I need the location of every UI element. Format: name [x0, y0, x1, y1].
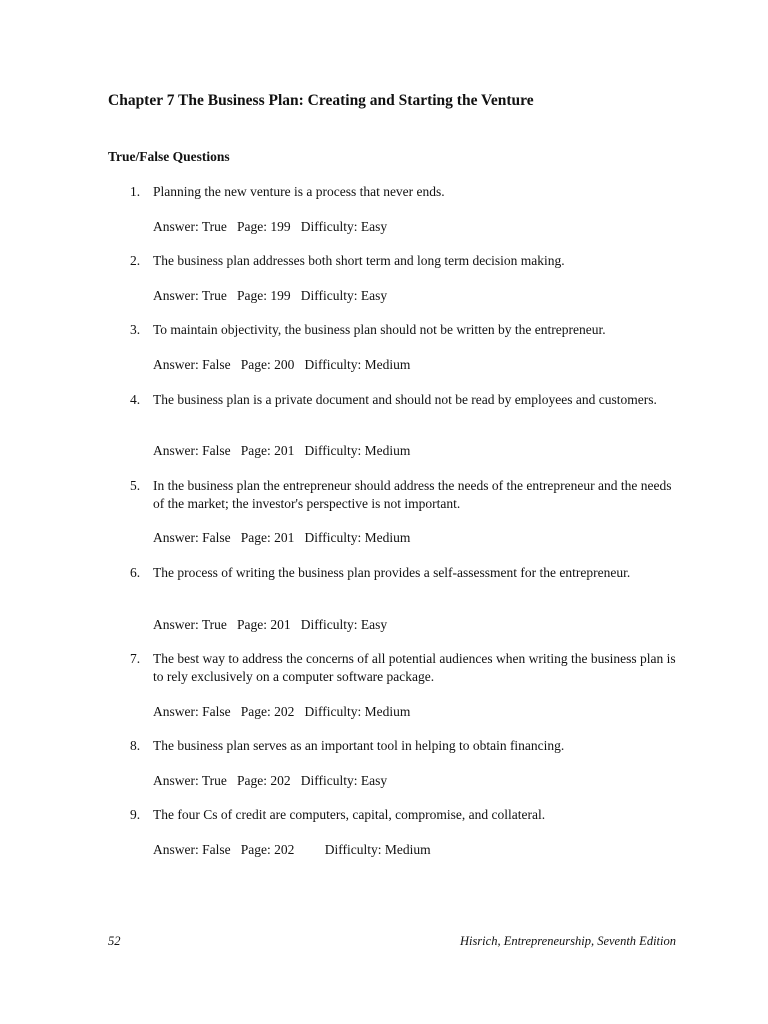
question-answer: Answer: True Page: 199 Difficulty: Easy — [153, 288, 388, 303]
question-number: 2. — [130, 253, 141, 268]
footer-page-number: 52 — [108, 934, 121, 948]
question-number: 3. — [130, 322, 141, 337]
question-text: The best way to address the concerns of all potential audiences when writing the business plan is to rely exclusively on a computer software package. — [153, 651, 676, 684]
question-text: The business plan serves as an important tool in helping to obtain financing. — [153, 738, 565, 753]
section-title: True/False Questions — [108, 149, 230, 164]
question-answer: Answer: True Page: 201 Difficulty: Easy — [153, 617, 388, 632]
question-text: The four Cs of credit are computers, capital, compromise, and collateral. — [153, 807, 546, 822]
question-text: Planning the new venture is a process that never ends. — [153, 184, 445, 199]
question-text: To maintain objectivity, the business plan should not be written by the entrepreneur. — [153, 322, 606, 337]
question-answer: Answer: False Page: 201 Difficulty: Medium — [153, 530, 411, 545]
question-answer: Answer: False Page: 201 Difficulty: Medium — [153, 443, 411, 458]
question-text: In the business plan the entrepreneur should address the needs of the entrepreneur and the needs of the market; the investor's perspective is not important. — [153, 478, 672, 511]
chapter-title: Chapter 7 The Business Plan: Creating and Starting the Venture — [108, 92, 534, 109]
question-answer: Answer: False Page: 200 Difficulty: Medium — [153, 357, 411, 372]
question-text: The business plan addresses both short term and long term decision making. — [153, 253, 565, 268]
question-answer: Answer: False Page: 202 Difficulty: Medium — [153, 842, 431, 857]
question-text: The process of writing the business plan provides a self-assessment for the entrepreneur. — [153, 565, 631, 580]
question-answer: Answer: True Page: 199 Difficulty: Easy — [153, 219, 388, 234]
question-text: The business plan is a private document and should not be read by employees and customers. — [153, 392, 657, 407]
question-number: 9. — [130, 807, 141, 822]
question-answer: Answer: False Page: 202 Difficulty: Medium — [153, 704, 411, 719]
question-number: 6. — [130, 565, 141, 580]
question-answer: Answer: True Page: 202 Difficulty: Easy — [153, 773, 388, 788]
question-number: 8. — [130, 738, 141, 753]
question-number: 5. — [130, 478, 141, 493]
question-number: 7. — [130, 651, 141, 666]
question-number: 1. — [130, 184, 141, 199]
footer-book-title: Hisrich, Entrepreneurship, Seventh Edition — [459, 934, 676, 948]
question-number: 4. — [130, 392, 141, 407]
